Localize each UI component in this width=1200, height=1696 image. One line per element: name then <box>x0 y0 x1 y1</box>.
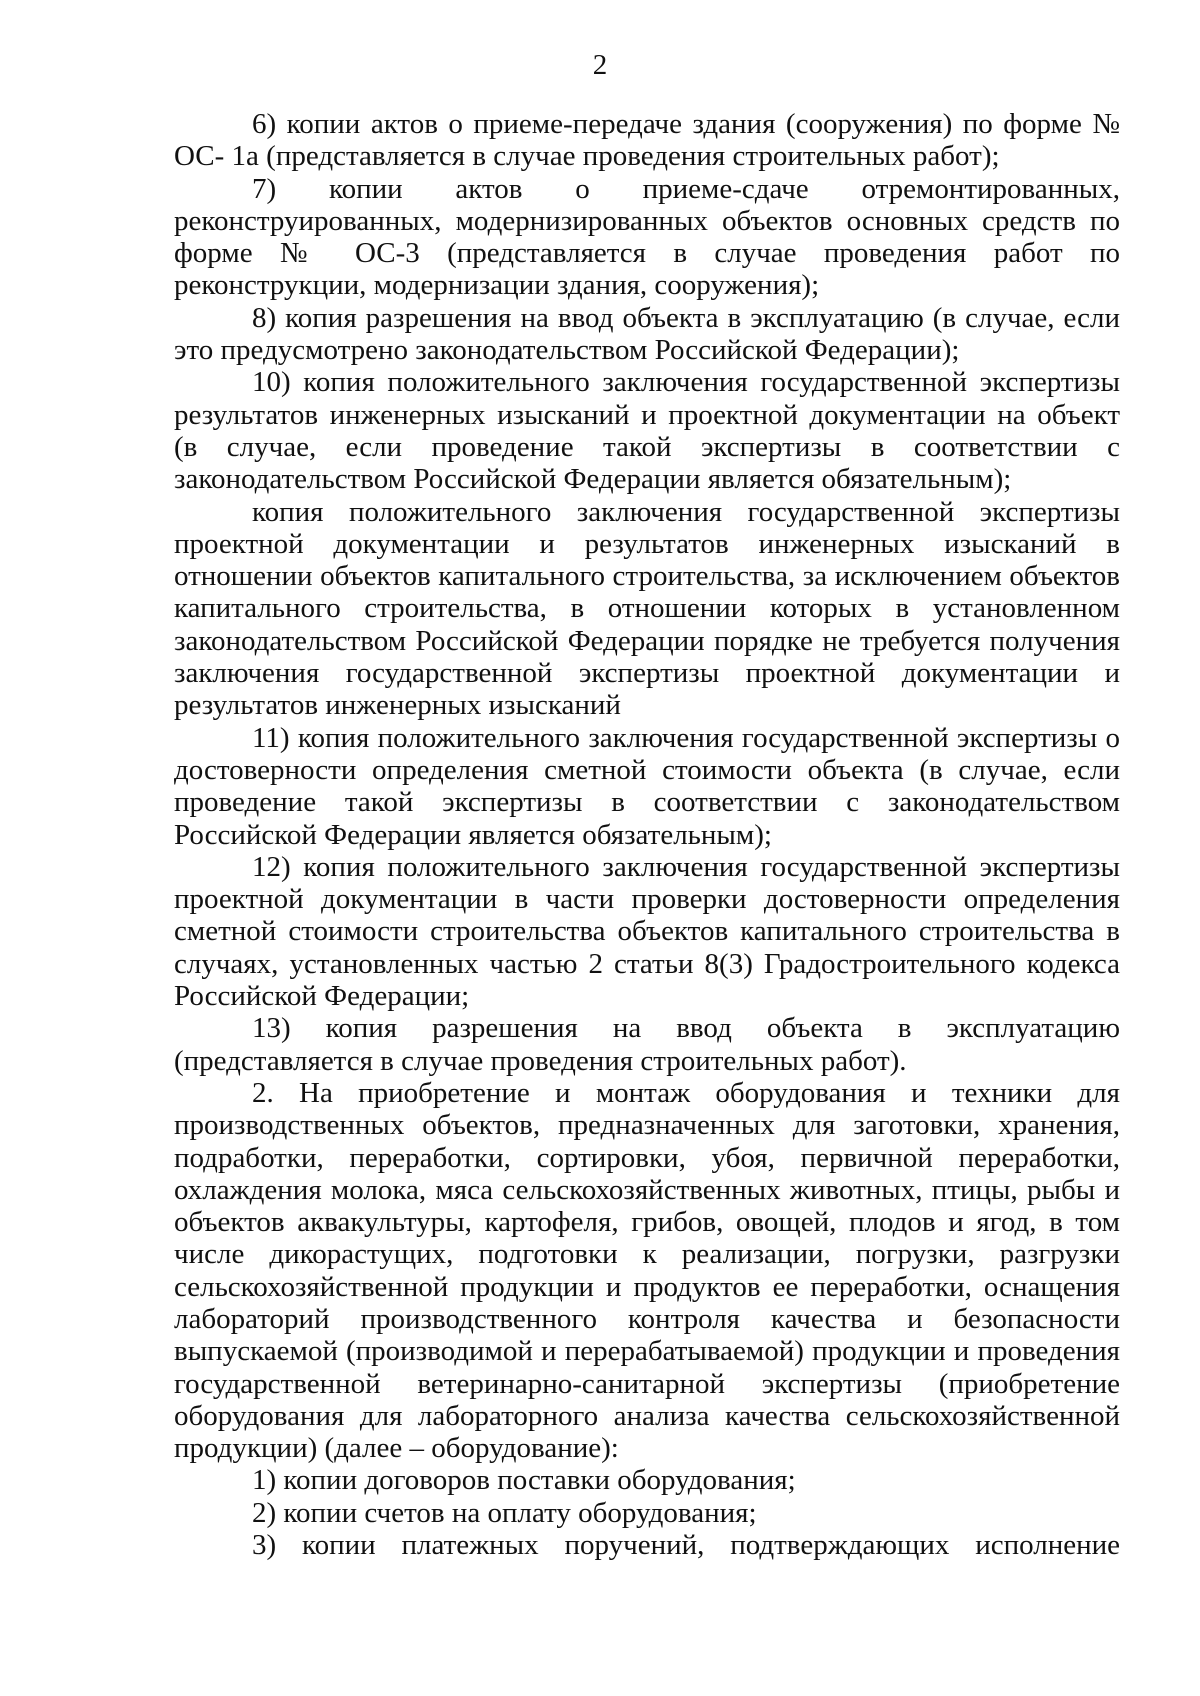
section-2-paragraph: 2. На приобретение и монтаж оборудования и техники для производственных объектов, предназначенных для заготовки, хранения, подработки, переработки, сортировки, убоя, первичной переработки, охлаждения молока, мяса сельскохозяйственных животных, птицы, рыбы и объектов аквакультуры, картофеля, грибов, овощей, плодов и ягод, в том числе дикорастущих, подготовки к реализации, погрузки, разгрузки сельскохозяйственной продукции и продуктов ее переработки, оснащения лабораторий производственного контроля качества и безопасности выпускаемой (производимой и перерабатываемой) продукции и проведения государственной ветеринарно-санитарной экспертизы (приобретение оборудования для лабораторного анализа качества сельскохозяйственной продукции) (далее – оборудование): <box>174 1076 1120 1465</box>
document-body <box>174 108 1120 1561</box>
item-13-paragraph: 13) копия разрешения на ввод объекта в эксплуатацию (представляется в случае проведения строительных работ). <box>174 1012 1120 1077</box>
item-11-paragraph: 11) копия положительного заключения государственной экспертизы о достоверности определения сметной стоимости объекта (в случае, если проведение такой экспертизы в соответствии с законодательством Российской Федерации является обязательным); <box>174 721 1120 851</box>
item-8-paragraph: 8) копия разрешения на ввод объекта в эксплуатацию (в случае, если это предусмотрено законодательством Российской Федерации); <box>174 301 1120 367</box>
section-2-item-1: 1) копии договоров поставки оборудования; <box>252 1464 796 1497</box>
section-2-item-3: 3) копии платежных поручений, подтверждающих исполнение <box>252 1529 1120 1562</box>
item-10-continuation-paragraph: копия положительного заключения государственной экспертизы проектной документации и результатов инженерных изысканий в отношении объектов капитального строительства, за исключением объектов капитального строительства, в отношении которых в установленном законодательством Российской Федерации порядке не требуется получения заключения государственной экспертизы проектной документации и результатов инженерных изысканий <box>174 495 1120 722</box>
item-12-paragraph: 12) копия положительного заключения государственной экспертизы проектной документации в части проверки достоверности определения сметной стоимости строительства объектов капитального строительства в случаях, установленных частью 2 статьи 8(3) Градостроительного кодекса Российской Федерации; <box>174 850 1120 1013</box>
page-number: 2 <box>592 49 608 81</box>
item-7-paragraph: 7) копии актов о приеме-сдаче отремонтированных, реконструированных, модернизированных объектов основных средств по форме № ОС-3 (представляется в случае проведения работ по реконструкции, модернизации здания, сооружения); <box>174 172 1120 302</box>
item-10-paragraph: 10) копия положительного заключения государственной экспертизы результатов инженерных изысканий и проектной документации на объект (в случае, если проведение такой экспертизы в соответствии с законодательством Российской Федерации является обязательным); <box>174 366 1120 496</box>
item-6-paragraph: 6) копии актов о приеме-передаче здания (сооружения) по форме № ОС- 1а (представляется в случае проведения строительных работ); <box>174 108 1120 173</box>
section-2-item-2: 2) копии счетов на оплату оборудования; <box>252 1496 757 1529</box>
